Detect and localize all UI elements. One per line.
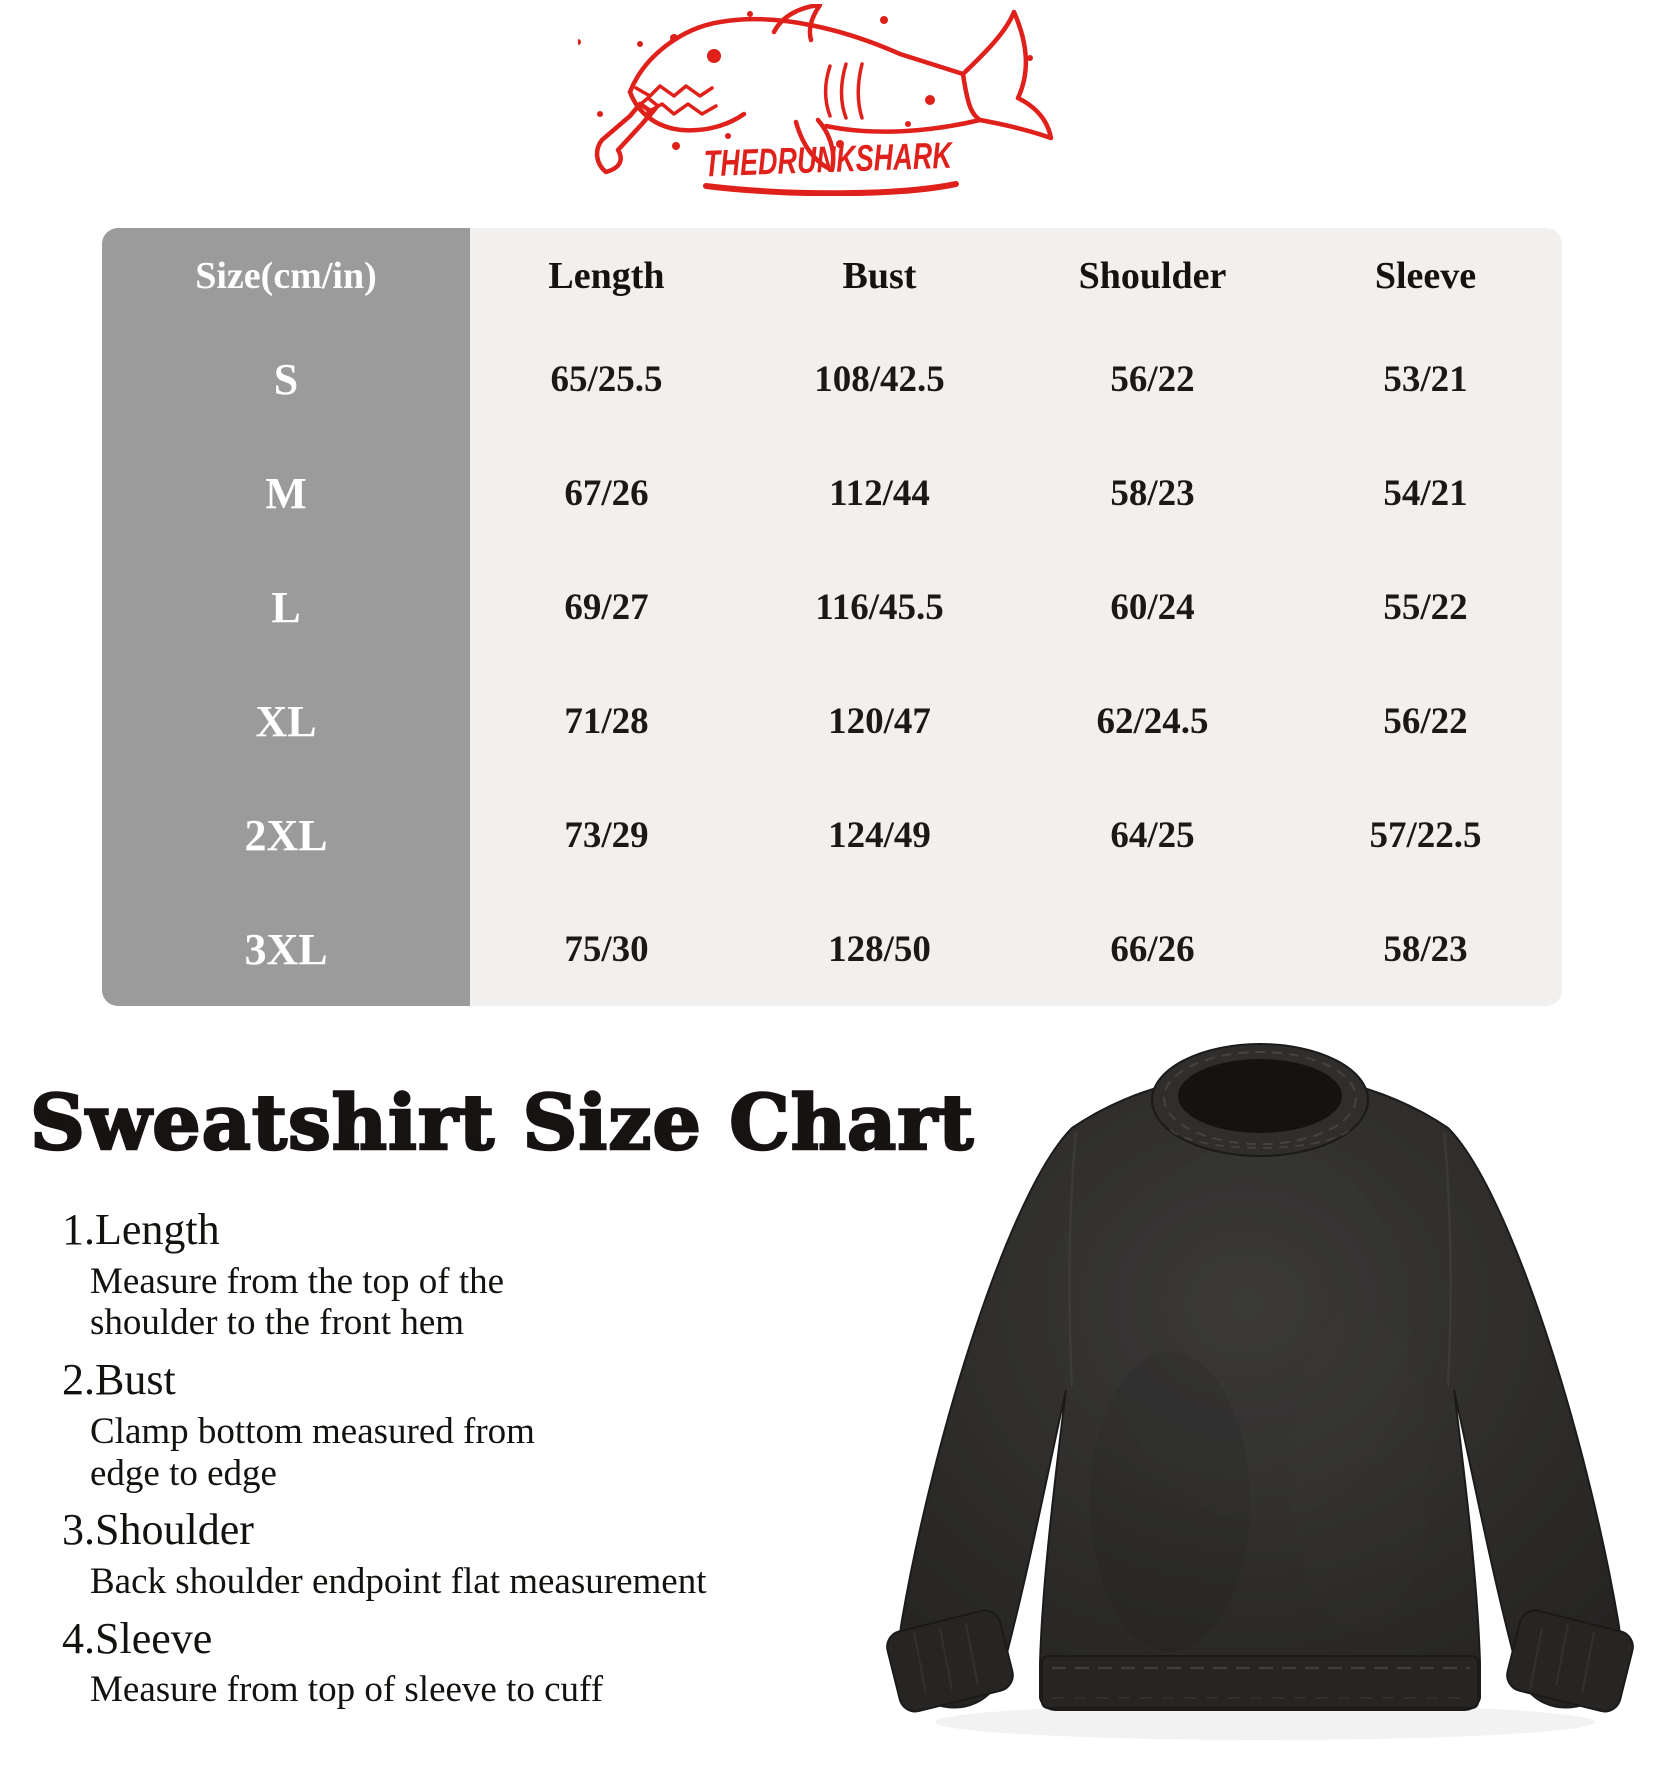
instruction-desc-line: edge to edge	[90, 1452, 277, 1494]
shark-logo-graphic	[578, 4, 1078, 196]
table-cell: 116/45.5	[815, 587, 944, 629]
size-table-grid	[102, 228, 1562, 1006]
table-cell: 53/21	[1383, 359, 1468, 401]
instruction-desc	[90, 1561, 822, 1603]
table-header-size: Size(cm/in)	[195, 254, 377, 297]
instruction-item	[62, 1505, 822, 1602]
table-header-sleeve: Sleeve	[1374, 254, 1477, 297]
table-cell: 66/26	[1110, 928, 1195, 970]
table-cell: 60/24	[1110, 587, 1195, 629]
table-cell: 69/27	[564, 587, 649, 629]
brand-logo	[578, 4, 1078, 196]
measurement-instructions	[62, 1205, 822, 1722]
table-cell: 56/22	[1110, 359, 1195, 401]
collar	[1152, 1044, 1368, 1156]
table-cell: 71/28	[564, 700, 649, 742]
sweatshirt-image	[870, 1032, 1650, 1752]
table-cell: 75/30	[564, 928, 649, 970]
instruction-term: 2.Bust	[62, 1355, 176, 1405]
instruction-item	[62, 1614, 822, 1711]
table-cell: 120/47	[828, 700, 931, 742]
instruction-desc	[90, 1669, 822, 1711]
size-table	[102, 228, 1562, 1006]
table-cell: 58/23	[1383, 928, 1468, 970]
table-cell: 108/42.5	[814, 359, 945, 401]
instruction-term: 4.Sleeve	[62, 1613, 213, 1663]
size-label: 2XL	[244, 810, 328, 860]
bottle-icon	[597, 98, 658, 172]
instruction-item	[62, 1205, 822, 1344]
table-cell: 56/22	[1383, 700, 1468, 742]
brand-underline-swoosh	[706, 184, 956, 193]
table-cell: 62/24.5	[1096, 700, 1209, 742]
table-cell: 58/23	[1110, 473, 1195, 515]
table-header-bust: Bust	[842, 254, 917, 297]
instruction-desc-line: Clamp bottom measured from	[90, 1410, 535, 1452]
instruction-term: 1.Length	[62, 1205, 220, 1254]
instruction-desc	[90, 1411, 822, 1495]
size-label: M	[265, 469, 307, 519]
table-cell: 54/21	[1383, 473, 1468, 515]
instruction-desc-line: Measure from top of sleeve to cuff	[90, 1669, 604, 1711]
instruction-item	[62, 1355, 822, 1494]
instruction-desc-line: shoulder to the front hem	[90, 1302, 465, 1344]
size-label: 3XL	[244, 924, 328, 974]
instruction-desc	[90, 1261, 822, 1345]
page-title: Sweatshirt Size Chart	[30, 1078, 975, 1167]
size-label: L	[271, 583, 301, 633]
size-label: XL	[255, 696, 317, 746]
shark-eye	[707, 49, 721, 63]
table-cell: 65/25.5	[550, 359, 663, 401]
table-cell: 112/44	[829, 473, 930, 515]
instruction-desc-line: Measure from the top of the	[90, 1260, 505, 1302]
table-header-length: Length	[548, 254, 665, 297]
table-cell: 67/26	[564, 473, 649, 515]
table-cell: 64/25	[1110, 814, 1195, 856]
size-label: S	[273, 355, 299, 405]
instruction-desc-line: Back shoulder endpoint flat measurement	[90, 1560, 707, 1602]
brand-name-text: THEDRUNKSHARK	[703, 131, 1044, 185]
sweatshirt-product-image	[870, 1032, 1650, 1752]
table-header-shoulder: Shoulder	[1078, 254, 1227, 297]
table-cell: 124/49	[828, 814, 931, 856]
hem-band	[1042, 1656, 1478, 1708]
table-cell: 73/29	[564, 814, 649, 856]
instruction-term: 3.Shoulder	[62, 1505, 254, 1555]
table-cell: 57/22.5	[1369, 814, 1482, 856]
table-cell: 55/22	[1383, 587, 1468, 629]
table-cell: 128/50	[828, 928, 931, 970]
